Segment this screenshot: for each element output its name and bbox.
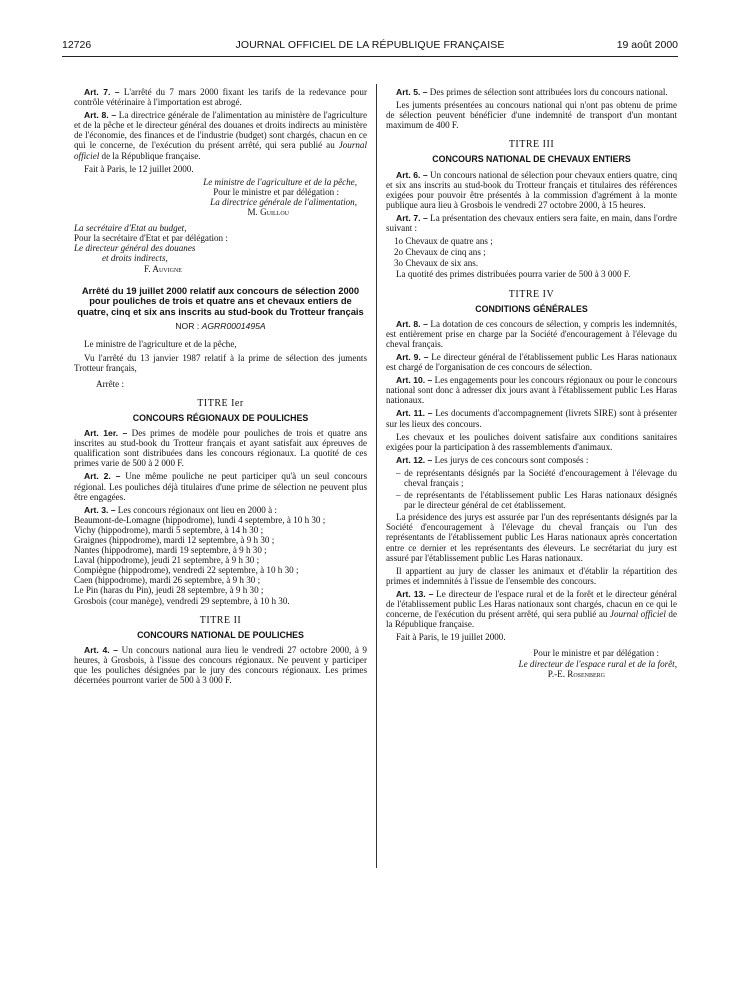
signature-block-2: La secrétaire d'Etat au budget, Pour la secrétaire d'Etat et par délégation : Le directeur général des douanes et droits indirects, F. Auvigne: [74, 223, 228, 274]
column-divider: [376, 84, 377, 868]
jury-list: [386, 468, 677, 510]
article-2: Art. 2. – Une même pouliche ne peut participer qu'à un seul concours régional. Les pouliches déjà titulaires d'une prime de sélection ne peuvent plus être engagées.: [74, 471, 367, 502]
page-header: [62, 39, 678, 55]
article-12-para-3: Il appartient au jury de classer les animaux et d'établir la répartition des primes et indemnités à l'issue de l'ensemble des concours.: [386, 565, 677, 586]
titre-4: TITRE IV: [508, 288, 555, 300]
list-item: Caen (hippodrome), mardi 26 septembre, à 9 h 30 ;: [74, 575, 261, 586]
article-12-para-2: La présidence des jurys est assurée par l'un des représentants désignés par la Société d'encouragement à l'élevage du cheval français ou l'un des représentants de l'établissement public Les Haras nationaux après concertation entre ce dernier et les représentants des éleveurs. Le secrétariat du jury est assuré par l'établissement public Les Haras nationaux.: [386, 512, 677, 563]
journal-title: JOURNAL OFFICIEL DE LA RÉPUBLIQUE FRANÇAISE: [235, 39, 505, 51]
list-item: Beaumont-de-Lomagne (hippodrome), lundi 4 septembre, à 10 h 30 ;: [74, 514, 326, 525]
list-item: – de représentants désignés par la Société d'encouragement à l'élevage du cheval français ;: [396, 467, 677, 488]
article-4: Art. 4. – Un concours national aura lieu le vendredi 27 octobre 2000, à 9 heures, à Grosbois, à l'issue des concours régionaux. Ne peuvent y participer que les pouliches désignées par le jury des concours régionaux. Les primes décernées pourront varier de 500 à 3 000 F.: [74, 644, 367, 686]
titre-1-subtitle: CONCOURS RÉGIONAUX DE POULICHES: [132, 412, 309, 423]
preamble-vu: Vu l'arrêté du 13 janvier 1987 relatif à la prime de sélection des juments Trotteur français,: [74, 352, 367, 373]
left-column: [74, 87, 367, 688]
article-7: Art. 7. – La présentation des chevaux entiers sera faite, en main, dans l'ordre suivant :: [386, 212, 677, 234]
nor-reference: NOR : AGRR0001495A: [175, 321, 266, 332]
titre-2-subtitle: CONCOURS NATIONAL DE POULICHES: [137, 629, 304, 640]
list-item: Laval (hippodrome), jeudi 21 septembre, à 9 h 30 ;: [74, 555, 260, 566]
titre-2: TITRE II: [199, 614, 242, 626]
venue-list: [74, 515, 367, 606]
list-item: 1o Chevaux de quatre ans ;: [394, 236, 493, 247]
article-5: Art. 5. – Des primes de sélection sont attribuées lors du concours national.: [396, 87, 668, 97]
decree-title: Arrêté du 19 juillet 2000 relatif aux concours de sélection 2000 pour pouliches de trois et quatre ans et chevaux entiers de quatre, cinq et six ans inscrits au stud-book du Trotteur français: [77, 284, 364, 317]
article-10: Art. 10. – Les engagements pour les concours régionaux ou pour le concours national sont donc à adresser dix jours avant à l'établissement public Les Haras nationaux.: [386, 375, 677, 406]
fait-a-paris-1: Fait à Paris, le 12 juillet 2000.: [84, 163, 194, 174]
article-8: Art. 8. – La dotation de ces concours de sélection, y compris les indemnités, est entièrement prise en charge par la Société d'encouragement à l'élevage du cheval français.: [386, 318, 677, 349]
article-13: Art. 13. – Le directeur de l'espace rural et de la forêt et le directeur général de l'établissement public Les Haras nationaux sont chargés, chacun en ce qui le concerne, de l'exécution du présent arrêté, qui sera publié au Journal officiel de la République française.: [386, 588, 678, 630]
arrete: Arrête :: [96, 378, 125, 389]
signature-block-3: Pour le ministre et par délégation : Le directeur de l'espace rural et de la forêt, P.-E. Rosenberg: [518, 648, 677, 679]
article-11-para-2: Les chevaux et les pouliches doivent satisfaire aux conditions sanitaires exigées pour la participation à des rassemblements d'animaux.: [386, 431, 677, 452]
preamble-minister: Le ministre de l'agriculture et de la pêche,: [84, 339, 237, 350]
list-item: Vichy (hippodrome), mardi 5 septembre, à 14 h 30 ;: [74, 524, 264, 535]
titre-3: TITRE III: [508, 139, 555, 151]
list-item: – de représentants de l'établissement public Les Haras nationaux désignés par le directeur général de cet établissement.: [396, 490, 677, 511]
article-1: Art. 1er. – Des primes de modèle pour pouliches de trois et quatre ans inscrites au stud-book du Trotteur français et ayant satisfait aux épreuves de qualification sont distribuées dans les concours régionaux. La quotité de ces primes varie de 500 à 2 000 F.: [74, 428, 367, 469]
right-column: [386, 87, 677, 679]
article-3: Art. 3. – Les concours régionaux ont lieu en 2000 à :: [84, 504, 277, 515]
order-list: [386, 236, 677, 268]
titre-1: TITRE Ier: [197, 397, 244, 409]
article-5-para-2: Les juments présentées au concours national qui n'ont pas obtenu de prime de sélection peuvent bénéficier d'une indemnité de transport d'un montant maximum de 400 F.: [386, 100, 677, 131]
list-item: 3o Chevaux de six ans.: [394, 258, 479, 269]
article-6: Art. 6. – Un concours national de sélection pour chevaux entiers quatre, cinq et six ans inscrits au stud-book du Trotteur français et titulaires des références exigées pour pouvoir être présentés à la commission d'agrément à la monte publique aura lieu à Grosbois le vendredi 27 octobre 2000, à 15 heures.: [386, 169, 677, 210]
article-11: Art. 11. – Les documents d'accompagnement (livrets SIRE) sont à présenter sur les lieux des concours.: [386, 408, 678, 429]
article-9: Art. 9. – Le directeur général de l'établissement public Les Haras nationaux est chargé de l'organisation de ces concours de sélection.: [386, 351, 677, 373]
list-item: Le Pin (haras du Pin), jeudi 28 septembre, à 9 h 30 ;: [74, 585, 264, 596]
page-number: 12726: [62, 39, 92, 51]
article-8-prev: Art. 8. – La directrice générale de l'alimentation au ministère de l'agriculture et de la pêche et le directeur général des douanes et droits indirects au ministère de l'économie, des finances et de l'industrie (budget) sont chargés, chacun en ce qui le concerne, de l'exécution du présent arrêté, qui sera publié au Journal officiel de la République française.: [74, 110, 367, 161]
fait-a-paris-2: Fait à Paris, le 19 juillet 2000.: [396, 632, 506, 643]
issue-date: 19 août 2000: [616, 39, 678, 51]
header-rule: [62, 56, 678, 57]
signature-block-1: Le ministre de l'agriculture et de la pêche, Pour le ministre et par délégation : La directrice générale de l'alimentation, M. Guillou: [203, 176, 357, 218]
article-12: Art. 12. – Les jurys de ces concours sont composés :: [396, 454, 589, 465]
titre-3-subtitle: CONCOURS NATIONAL DE CHEVAUX ENTIERS: [432, 154, 631, 165]
list-item: 2o Chevaux de cinq ans ;: [394, 247, 486, 258]
titre-4-subtitle: CONDITIONS GÉNÉRALES: [475, 303, 588, 314]
list-item: Nantes (hippodrome), mardi 19 septembre, à 9 h 30 ;: [74, 545, 267, 556]
list-item: Graignes (hippodrome), mardi 12 septembre, à 9 h 30 ;: [74, 534, 275, 545]
list-item: Compiègne (hippodrome), vendredi 22 septembre, à 10 h 30 ;: [74, 565, 299, 576]
article-7-prev: Art. 7. – L'arrêté du 7 mars 2000 fixant les tarifs de la redevance pour contrôle vétérinaire à l'importation est abrogé.: [74, 87, 367, 108]
list-item: Grosbois (cour manège), vendredi 29 septembre, à 10 h 30.: [74, 595, 290, 606]
article-7-para-2: La quotité des primes distribuées pourra varier de 500 à 3 000 F.: [396, 269, 631, 280]
